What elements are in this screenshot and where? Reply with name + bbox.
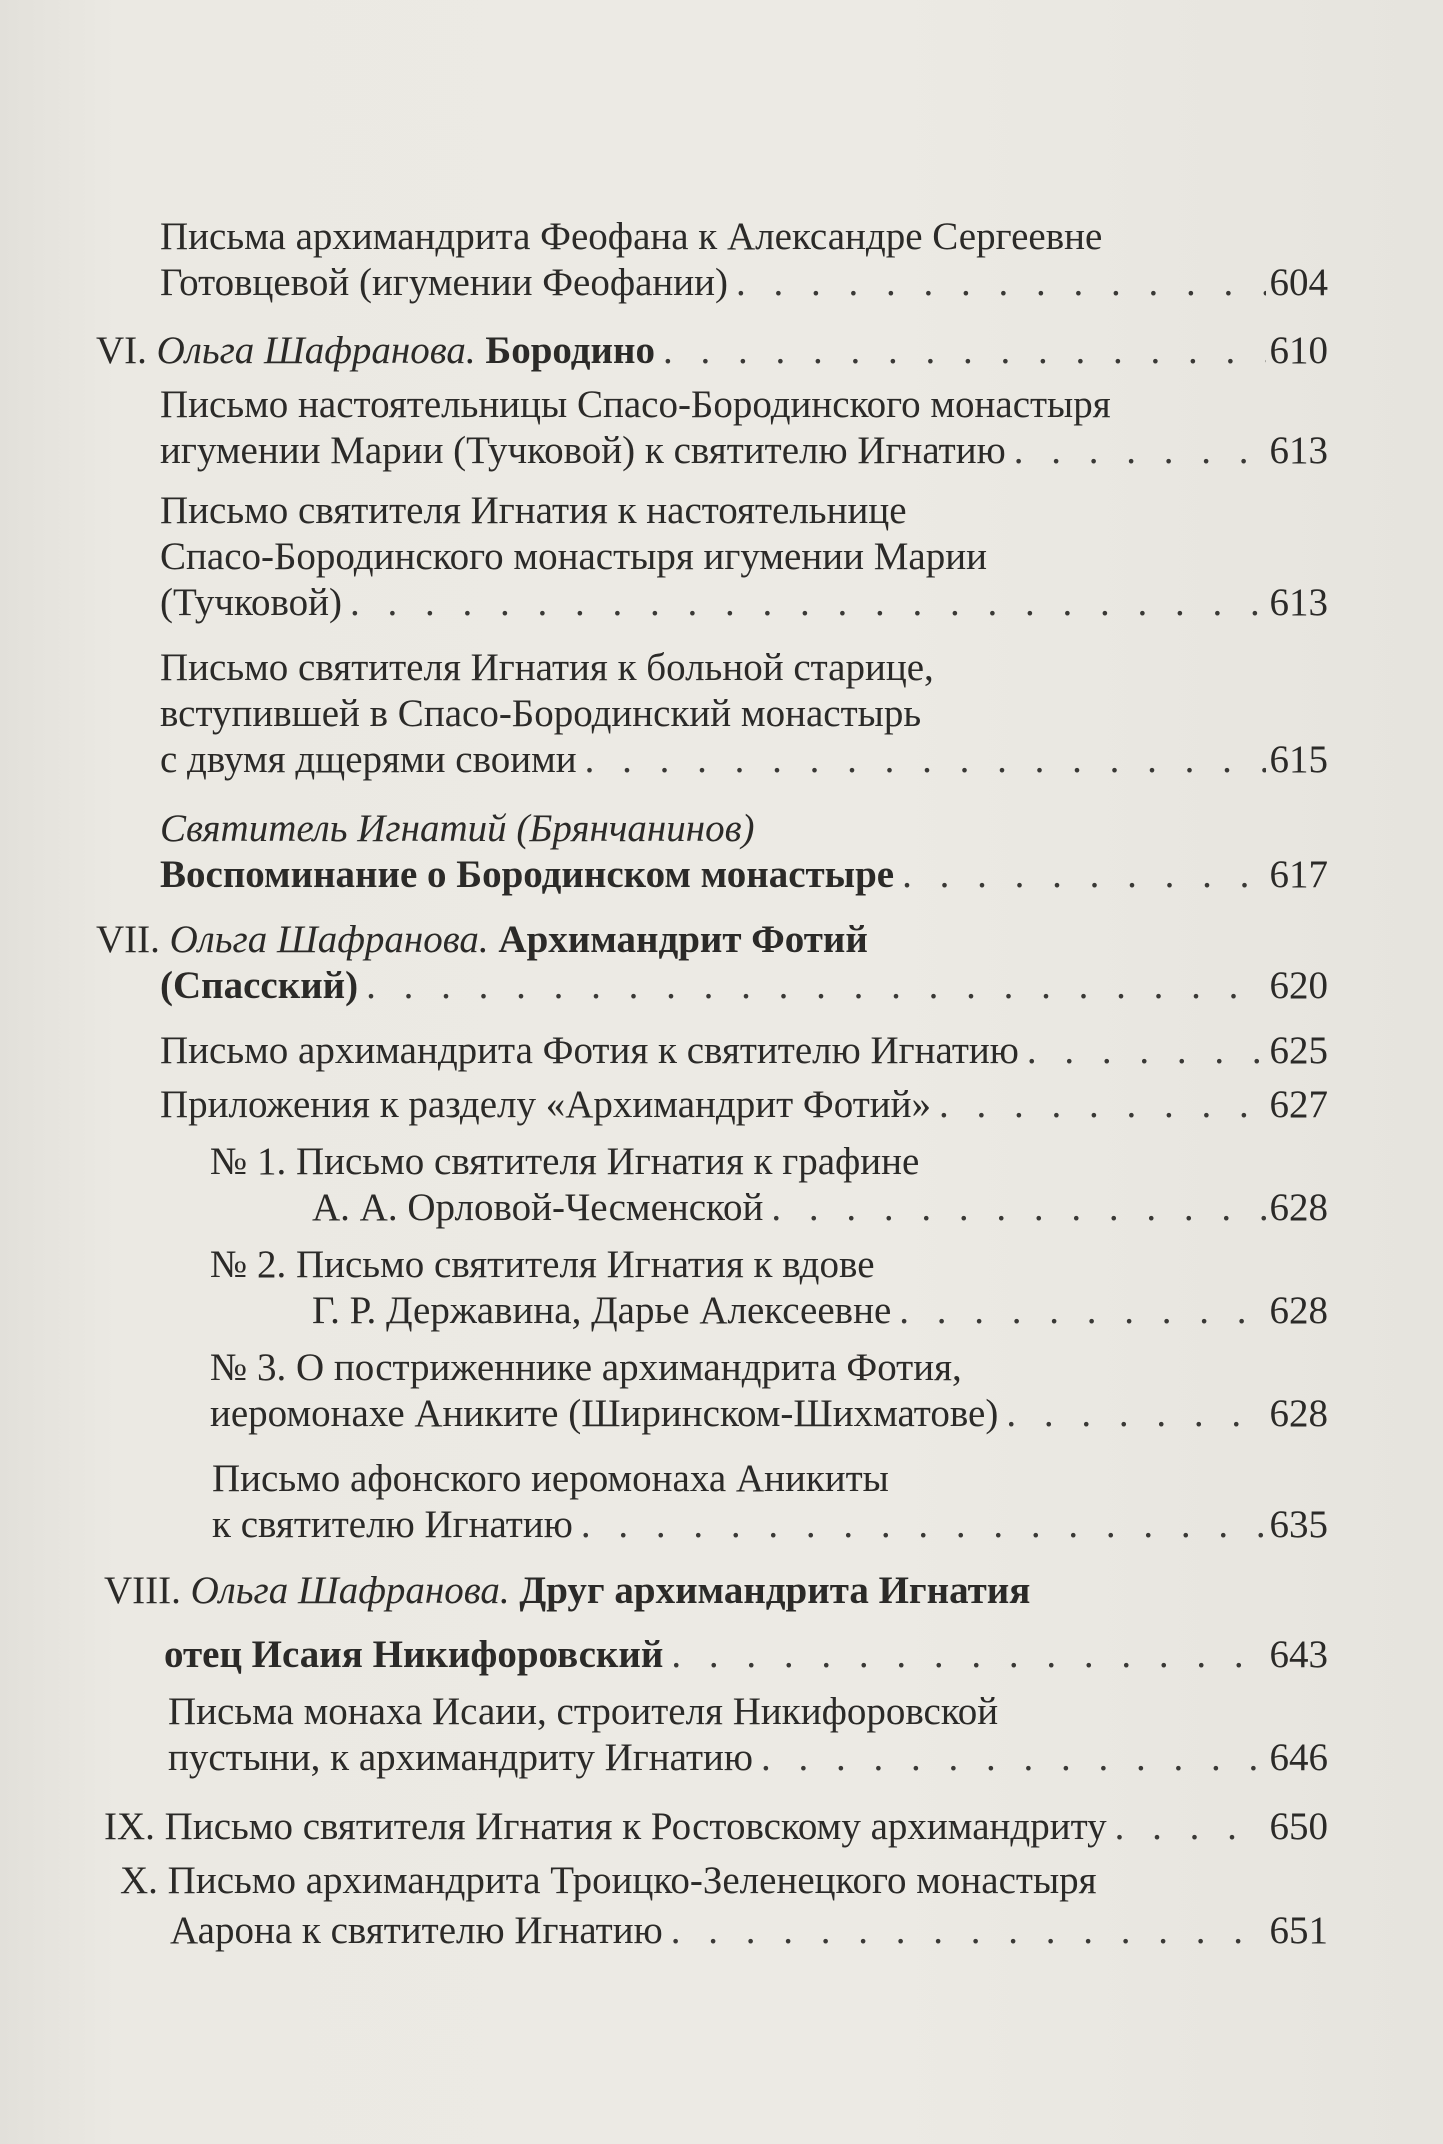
page-number: 643 bbox=[1269, 1633, 1328, 1676]
entry-title: Приложения к разделу «Архимандрит Фотий» bbox=[160, 1083, 931, 1126]
leader-dots bbox=[931, 1082, 1266, 1128]
leader-dots bbox=[573, 1502, 1266, 1548]
section-number: VII. bbox=[96, 918, 160, 961]
leader-dots bbox=[663, 1632, 1265, 1678]
leader-dots bbox=[663, 1908, 1266, 1954]
toc-entry bbox=[160, 1028, 1328, 1074]
entry-title: к святителю Игнатию bbox=[212, 1503, 573, 1546]
entry-title: с двумя дщерями своими bbox=[160, 738, 577, 781]
leader-dots bbox=[1006, 428, 1266, 474]
leader-dots bbox=[1019, 1028, 1266, 1074]
entry-title: А. А. Орловой-Чесменской bbox=[312, 1186, 764, 1229]
entry-title: пустыни, к архимандриту Игнатию bbox=[168, 1736, 754, 1779]
toc-entry bbox=[160, 214, 1328, 306]
entry-title: Спасо-Бородинского монастыря игумении Марии bbox=[160, 535, 987, 578]
entry-title: № 2. Письмо святителя Игнатия к вдове bbox=[210, 1243, 875, 1286]
entry-title: Письма архимандрита Феофана к Александре Сергеевне bbox=[160, 215, 1103, 258]
leader-dots bbox=[753, 1735, 1265, 1781]
section-number: VI. bbox=[96, 329, 147, 372]
page-number: 613 bbox=[1269, 581, 1328, 624]
entry-title: № 3. О постриженнике архимандрита Фотия, bbox=[210, 1346, 962, 1389]
section-title: (Спасский) bbox=[160, 964, 359, 1007]
section-author: Ольга Шафранова. bbox=[169, 918, 489, 961]
section-title: Бородино bbox=[485, 329, 655, 372]
entry-title: вступившей в Спасо-Бородинский монастырь bbox=[160, 692, 922, 735]
section-title: Письмо архимандрита Троицко-Зеленецкого монастыря bbox=[167, 1859, 1097, 1902]
page-number: 650 bbox=[1269, 1805, 1328, 1848]
section-author: Ольга Шафранова. bbox=[156, 329, 476, 372]
toc-entry bbox=[212, 1456, 1328, 1548]
section-author: Ольга Шафранова. bbox=[190, 1569, 510, 1612]
entry-title: Письмо святителя Игнатия к больной старице, bbox=[160, 646, 934, 689]
page-number: 625 bbox=[1269, 1029, 1328, 1072]
page-number: 628 bbox=[1269, 1289, 1328, 1332]
page-number: 635 bbox=[1269, 1503, 1328, 1546]
entry-title: Письмо настоятельницы Спасо-Бородинского монастыря bbox=[160, 383, 1111, 426]
toc-entry bbox=[160, 645, 1328, 783]
toc-entry bbox=[160, 488, 1328, 626]
section-number: IX. bbox=[104, 1805, 155, 1848]
entry-title: Письмо святителя Игнатия к настоятельнице bbox=[160, 489, 907, 532]
toc-entry bbox=[210, 1139, 1328, 1231]
leader-dots bbox=[655, 328, 1266, 374]
toc-section bbox=[104, 1568, 1328, 1678]
section-number: VIII. bbox=[104, 1569, 181, 1612]
section-title: Аарона к святителю Игнатию bbox=[170, 1909, 663, 1952]
toc-entry bbox=[160, 1082, 1328, 1128]
entry-title: Письмо афонского иеромонаха Аникиты bbox=[212, 1457, 889, 1500]
section-title: Архимандрит Фотий bbox=[498, 918, 868, 961]
page-number: 604 bbox=[1269, 261, 1328, 304]
toc-section bbox=[120, 1858, 1328, 1954]
leader-dots bbox=[894, 852, 1265, 898]
section-title: отец Исаия Никифоровский bbox=[164, 1633, 664, 1676]
entry-author: Святитель Игнатий (Брянчанинов) bbox=[160, 807, 755, 850]
toc-section bbox=[104, 1804, 1328, 1850]
page-number: 615 bbox=[1269, 738, 1328, 781]
entry-title: Письма монаха Исаии, строителя Никифоровской bbox=[168, 1690, 999, 1733]
entry-title: игумении Марии (Тучковой) к святителю Игнатию bbox=[160, 429, 1006, 472]
entry-title: (Тучковой) bbox=[160, 581, 342, 624]
toc-entry bbox=[160, 806, 1328, 898]
leader-dots bbox=[891, 1288, 1265, 1334]
toc-entry bbox=[168, 1689, 1328, 1781]
page-number: 646 bbox=[1269, 1736, 1328, 1779]
page-number: 610 bbox=[1269, 329, 1328, 372]
entry-title: Письмо архимандрита Фотия к святителю Игнатию bbox=[160, 1029, 1019, 1072]
toc-section bbox=[96, 328, 1328, 374]
page-number: 628 bbox=[1269, 1186, 1328, 1229]
leader-dots bbox=[728, 260, 1266, 306]
entry-title: иеромонахе Аниките (Ширинском-Шихматове) bbox=[210, 1392, 999, 1435]
page-number: 627 bbox=[1269, 1083, 1328, 1126]
leader-dots bbox=[1107, 1804, 1266, 1850]
leader-dots bbox=[998, 1391, 1265, 1437]
entry-title: Г. Р. Державина, Дарье Алексеевне bbox=[312, 1289, 892, 1332]
page-number: 628 bbox=[1269, 1392, 1328, 1435]
page-number: 620 bbox=[1269, 964, 1328, 1007]
toc-entry bbox=[160, 382, 1328, 474]
toc-entry bbox=[210, 1345, 1328, 1437]
page-number: 617 bbox=[1269, 853, 1328, 896]
section-number: X. bbox=[120, 1859, 158, 1902]
section-title: Друг архимандрита Игнатия bbox=[519, 1569, 1031, 1612]
leader-dots bbox=[763, 1185, 1265, 1231]
page-number: 651 bbox=[1269, 1909, 1328, 1952]
leader-dots bbox=[342, 580, 1266, 626]
leader-dots bbox=[577, 737, 1266, 783]
entry-title: № 1. Письмо святителя Игнатия к графине bbox=[210, 1140, 920, 1183]
leader-dots bbox=[358, 963, 1265, 1009]
section-title: Письмо святителя Игнатия к Ростовскому архимандриту bbox=[164, 1805, 1107, 1848]
page-number: 613 bbox=[1269, 429, 1328, 472]
toc-entry bbox=[210, 1242, 1328, 1334]
toc-section bbox=[96, 917, 1328, 1009]
entry-title: Готовцевой (игумении Феофании) bbox=[160, 261, 728, 304]
entry-title: Воспоминание о Бородинском монастыре bbox=[160, 853, 895, 896]
